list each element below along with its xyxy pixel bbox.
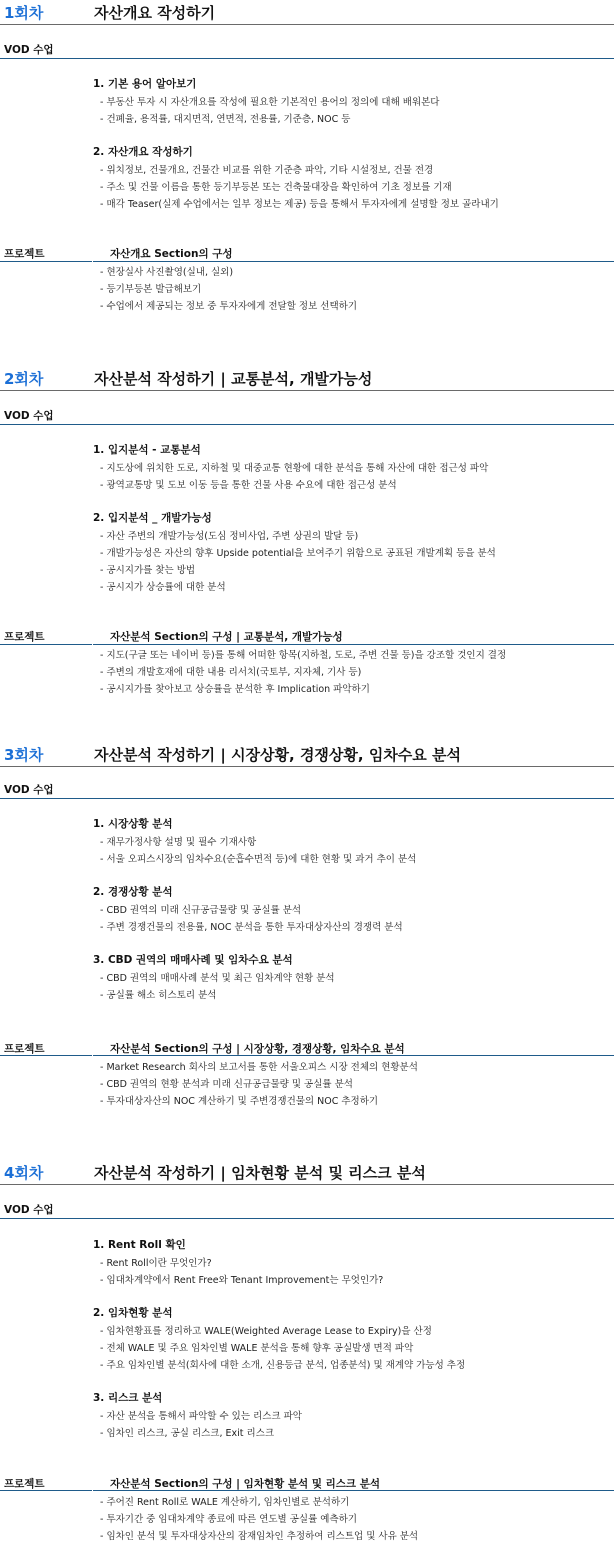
- project-bullet: - 공시지가를 찾아보고 상승률을 분석한 후 Implication 파악하기: [100, 684, 370, 695]
- topic-bullet: - CBD 권역의 미래 신규공급물량 및 공실률 분석: [100, 905, 302, 916]
- topic-bullet: - 매각 Teaser(실제 수업에서는 일부 정보는 제공) 등을 통해서 투자자에게 설명할 정보 골라내기: [100, 199, 499, 210]
- session-title: 자산분석 작성하기 | 시장상황, 경쟁상황, 임차수요 분석: [94, 746, 461, 764]
- project-bullet: - 현장실사 사진촬영(실내, 실외): [100, 267, 234, 278]
- project-label: 프로젝트: [4, 1478, 45, 1490]
- project-divider: [93, 1055, 614, 1056]
- topic-title: 2. 입지분석 _ 개발가능성: [93, 512, 212, 524]
- topic-bullet: - 공시지가를 찾는 방법: [100, 565, 196, 576]
- topic-bullet: - 주소 및 건물 이름을 통한 등기부등본 또는 건축물대장을 확인하여 기초 정보를 기재: [100, 182, 452, 193]
- topic-bullet: - 재무가정사항 설명 및 필수 기재사항: [100, 837, 257, 848]
- topic-bullet: - 부동산 투자 시 자산개요를 작성에 필요한 기본적인 용어의 정의에 대해 배워본다: [100, 97, 440, 108]
- topic-bullet: - CBD 권역의 매매사례 분석 및 최근 임차계약 현황 분석: [100, 973, 335, 984]
- project-bullet: - 지도(구글 또는 네이버 등)를 통해 어떠한 항목(지하철, 도로, 주변 건물 등)을 강조할 것인지 결정: [100, 650, 507, 661]
- topic-title: 1. Rent Roll 확인: [93, 1239, 186, 1251]
- topic-bullet: - 주요 임차인별 분석(회사에 대한 소개, 신용등급 분석, 업종분석) 및 재계약 가능성 추정: [100, 1360, 466, 1371]
- topic-title: 2. 경쟁상황 분석: [93, 886, 173, 898]
- session-title: 자산분석 작성하기 | 임차현황 분석 및 리스크 분석: [94, 1164, 426, 1182]
- project-divider: [93, 644, 614, 645]
- topic-bullet: - 자산 주변의 개발가능성(도심 정비사업, 주변 상권의 발달 등): [100, 531, 359, 542]
- topic-bullet: - 주변 경쟁건물의 전용률, NOC 분석을 통한 투자대상자산의 경쟁력 분석: [100, 922, 403, 933]
- topic-bullet: - 공실률 해소 히스토리 분석: [100, 990, 217, 1001]
- session-number: 3회차: [4, 746, 44, 764]
- project-divider: [93, 261, 614, 262]
- project-divider: [0, 644, 92, 645]
- session-4-header: [0, 1162, 614, 1184]
- project-bullet: - 투자대상자산의 NOC 계산하기 및 주변경쟁건물의 NOC 추정하기: [100, 1096, 379, 1107]
- topic-bullet: - 건폐율, 용적률, 대지면적, 연면적, 전용률, 기준층, NOC 등: [100, 114, 351, 125]
- session-number: 1회차: [4, 4, 44, 22]
- topic-title: 3. 리스크 분석: [93, 1392, 163, 1404]
- project-label: 프로젝트: [4, 631, 45, 643]
- topic-title: 1. 시장상황 분석: [93, 818, 173, 830]
- project-divider: [0, 261, 92, 262]
- project-bullet: - 투자기간 중 임대차계약 종료에 따른 연도별 공실률 예측하기: [100, 1514, 358, 1525]
- project-bullet: - 주어진 Rent Roll로 WALE 계산하기, 임차인별로 분석하기: [100, 1497, 350, 1508]
- project-title: 자산분석 Section의 구성 | 시장상황, 경쟁상황, 임차수요 분석: [110, 1043, 405, 1055]
- topic-bullet: - 공시지가 상승률에 대한 분석: [100, 582, 226, 593]
- project-bullet: - 주변의 개발호재에 대한 내용 리서치(국토부, 지자체, 기사 등): [100, 667, 362, 678]
- topic-bullet: - 자산 분석을 통해서 파악할 수 있는 리스크 파악: [100, 1411, 302, 1422]
- project-bullet: - 등기부등본 발급해보기: [100, 284, 202, 295]
- session-2-header: [0, 368, 614, 390]
- project-label: 프로젝트: [4, 248, 45, 260]
- session-number: 4회차: [4, 1164, 44, 1182]
- project-bullet: - CBD 권역의 현황 분석과 미래 신규공급물량 및 공실률 분석: [100, 1079, 353, 1090]
- project-bullet: - 수업에서 제공되는 정보 중 투자자에게 전달할 정보 선택하기: [100, 301, 358, 312]
- session-divider: [0, 390, 614, 391]
- topic-bullet: - Rent Roll이란 무엇인가?: [100, 1258, 212, 1269]
- project-divider: [93, 1490, 614, 1491]
- vod-divider: [0, 58, 614, 59]
- topic-bullet: - 광역교통망 및 도보 이동 등을 통한 건물 사용 수요에 대한 접근성 분석: [100, 480, 397, 491]
- vod-divider: [0, 424, 614, 425]
- vod-label: VOD 수업: [4, 410, 54, 422]
- project-divider: [0, 1490, 92, 1491]
- topic-title: 2. 임차현황 분석: [93, 1307, 173, 1319]
- session-divider: [0, 24, 614, 25]
- project-bullet: - 임차인 분석 및 투자대상자산의 잠재임차인 추정하여 리스트업 및 사유 분석: [100, 1531, 419, 1542]
- project-title: 자산분석 Section의 구성 | 임차현황 분석 및 리스크 분석: [110, 1478, 381, 1490]
- vod-divider: [0, 798, 614, 799]
- topic-title: 3. CBD 권역의 매매사례 및 임차수요 분석: [93, 954, 293, 966]
- session-divider: [0, 1184, 614, 1185]
- project-title: 자산개요 Section의 구성: [110, 248, 233, 260]
- session-1-header: [0, 2, 614, 24]
- topic-title: 2. 자산개요 작성하기: [93, 146, 193, 158]
- session-3-header: [0, 744, 614, 766]
- topic-title: 1. 기본 용어 알아보기: [93, 78, 197, 90]
- topic-bullet: - 지도상에 위치한 도로, 지하철 및 대중교통 현황에 대한 분석을 통해 자산에 대한 접근성 파악: [100, 463, 489, 474]
- session-number: 2회차: [4, 370, 44, 388]
- topic-bullet: - 임대차계약에서 Rent Free와 Tenant Improvement는 무엇인가?: [100, 1275, 384, 1286]
- vod-label: VOD 수업: [4, 1204, 54, 1216]
- project-bullet: - Market Research 회사의 보고서를 통한 서울오피스 시장 전체의 현황분석: [100, 1062, 418, 1073]
- topic-bullet: - 임차현황표를 정리하고 WALE(Weighted Average Lease to Expiry)을 산정: [100, 1326, 432, 1337]
- topic-bullet: - 서울 오피스시장의 임차수요(순흡수면적 등)에 대한 현황 및 과거 추이 분석: [100, 854, 417, 865]
- topic-title: 1. 입지분석 - 교통분석: [93, 444, 201, 456]
- session-divider: [0, 766, 614, 767]
- project-title: 자산분석 Section의 구성 | 교통분석, 개발가능성: [110, 631, 343, 643]
- project-label: 프로젝트: [4, 1043, 45, 1055]
- vod-label: VOD 수업: [4, 44, 54, 56]
- topic-bullet: - 전체 WALE 및 주요 임차인별 WALE 분석을 통해 향후 공실발생 면적 파악: [100, 1343, 414, 1354]
- session-title: 자산개요 작성하기: [94, 4, 216, 22]
- session-title: 자산분석 작성하기 | 교통분석, 개발가능성: [94, 370, 373, 388]
- topic-bullet: - 개발가능성은 자산의 향후 Upside potential을 보여주기 위함으로 공표된 개발계획 등을 분석: [100, 548, 496, 559]
- vod-label: VOD 수업: [4, 784, 54, 796]
- vod-divider: [0, 1218, 614, 1219]
- project-divider: [0, 1055, 92, 1056]
- topic-bullet: - 임차인 리스크, 공실 리스크, Exit 리스크: [100, 1428, 275, 1439]
- topic-bullet: - 위치정보, 건물개요, 건물간 비교를 위한 기준층 파악, 기타 시설정보, 건물 전경: [100, 165, 434, 176]
